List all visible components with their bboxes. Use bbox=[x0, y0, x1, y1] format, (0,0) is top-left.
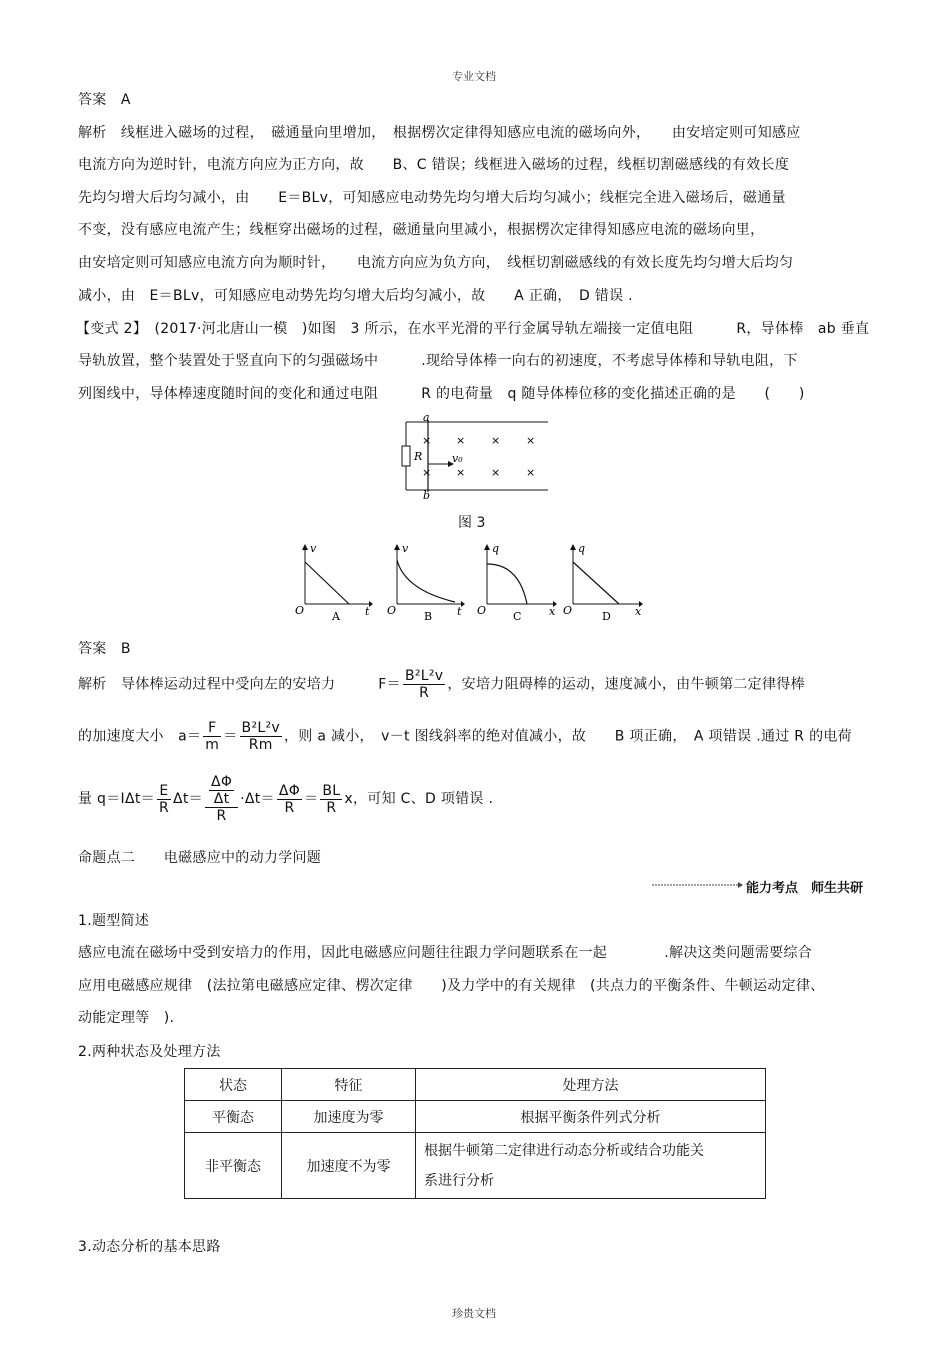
fraction: $\frac{\Delta\Phi}{R}$ bbox=[278, 782, 301, 816]
svg-text:t: t bbox=[365, 605, 370, 618]
answer-2: 答案 B bbox=[78, 641, 131, 657]
analysis-1-line-6: 减小，由 E＝BLv，可知感应电动势先均匀增大后均匀减小，故 A 正确， D 错误 . bbox=[78, 288, 633, 304]
states-table bbox=[184, 1068, 766, 1199]
fraction: $\frac{F}{m}$ bbox=[205, 720, 220, 753]
table-header: 状态 bbox=[185, 1069, 282, 1101]
label-v0: v₀ bbox=[452, 452, 463, 465]
svg-text:x: x bbox=[635, 605, 642, 618]
svg-text:O: O bbox=[387, 604, 397, 617]
banner-arrow-icon bbox=[652, 877, 744, 893]
graph-option-a bbox=[293, 542, 373, 624]
table-header: 特征 bbox=[282, 1069, 416, 1101]
variant-2-line-3: 列图线中，导体棒速度随时间的变化和通过电阻 R 的电荷量 q 随导体棒位移的变化描述正确的是 ( ) bbox=[78, 386, 805, 402]
figure-3-caption: 图 3 bbox=[458, 515, 486, 531]
variant-2-line-2: 导轨放置，整个装置处于竖直向下的匀强磁场中 .现给导体棒一向右的初速度，不考虑导体棒和导轨电阻，下 bbox=[78, 353, 798, 369]
cross-mark: × bbox=[491, 434, 501, 447]
label-a: a bbox=[423, 412, 430, 424]
figure-3-circuit bbox=[396, 412, 556, 500]
fraction: $\frac{E}{R}$ bbox=[158, 782, 169, 816]
svg-text:B: B bbox=[424, 610, 433, 623]
cross-mark: × bbox=[422, 466, 432, 479]
fraction: $\frac{BL}{R}$ bbox=[322, 782, 341, 816]
svg-text:q: q bbox=[492, 542, 500, 555]
subsection-1-title: 1.题型简述 bbox=[78, 913, 150, 929]
subsection-1-line-2: 应用电磁感应规律 (法拉第电磁感应定律、楞次定律 )及力学中的有关规律 (共点力的平衡条件、牛顿运动定律、 bbox=[78, 978, 825, 994]
page-header: 专业文档 bbox=[452, 70, 496, 83]
variant-2-line-1: 【变式 2】 (2017·河北唐山一模 )如图 3 所示，在水平光滑的平行金属导轨左端接一定值电阻 R，导体棒 ab 垂直 bbox=[76, 321, 870, 337]
graph-option-d bbox=[561, 542, 645, 624]
page-footer: 珍贵文档 bbox=[452, 1307, 496, 1320]
table-row: 平衡态 加速度为零 根据平衡条件列式分析 bbox=[185, 1101, 766, 1133]
compound-fraction: $\frac{\frac{\Delta\Phi}{\Delta t}}{R}$ bbox=[205, 774, 238, 824]
section-title: 命题点二 电磁感应中的动力学问题 bbox=[78, 850, 322, 866]
svg-text:C: C bbox=[513, 610, 522, 623]
cross-mark: × bbox=[422, 434, 432, 447]
analysis-2-line-3: 量 q＝IΔt＝ $\frac{E}{R}$ Δt＝ $\frac{\frac{\Delta\Phi}{\Delta t}}{R}$ ·Δt＝ $\frac{\Delta\Phi}{R}$ ＝ $\frac{BL}{R}$ x，可知 C、D 项错误 . bbox=[78, 774, 494, 824]
svg-text:O: O bbox=[477, 604, 487, 617]
graph-option-b bbox=[385, 542, 465, 624]
analysis-1-line-2: 电流方向为逆时针，电流方向应为正方向，故 B、C 错误；线框进入磁场的过程，线框切割磁感线的有效长度 bbox=[78, 157, 790, 173]
svg-text:A: A bbox=[332, 610, 340, 623]
cross-mark: × bbox=[526, 434, 536, 447]
svg-text:D: D bbox=[602, 610, 611, 623]
svg-text:v: v bbox=[310, 542, 317, 555]
subsection-1-line-1: 感应电流在磁场中受到安培力的作用，因此电磁感应问题往往跟力学问题联系在一起 .解决这类问题需要综合 bbox=[78, 945, 813, 961]
cross-mark: × bbox=[456, 466, 466, 479]
analysis-1-line-1: 解析 线框进入磁场的过程， 磁通量向里增加， 根据楞次定律得知感应电流的磁场向外， 由安培定则可知感应 bbox=[78, 125, 801, 141]
analysis-1-line-3: 先均匀增大后均匀减小，由 E＝BLv，可知感应电动势先均匀增大后均匀减小；线框完全进入磁场后，磁通量 bbox=[78, 190, 786, 206]
svg-text:O: O bbox=[295, 604, 305, 617]
svg-text:x: x bbox=[549, 605, 556, 618]
resistor bbox=[402, 446, 410, 466]
banner-label: 能力考点 师生共研 bbox=[746, 881, 864, 896]
subsection-3-title: 3.动态分析的基本思路 bbox=[78, 1239, 221, 1255]
analysis-1-line-5: 由安培定则可知感应电流方向为顺时针， 电流方向应为负方向， 线框切割磁感线的有效长度先均匀增大后均匀 bbox=[78, 255, 794, 271]
graph-option-c bbox=[475, 542, 559, 624]
fraction: $\frac{\text{B²L²v}}{R}$ bbox=[404, 668, 444, 701]
svg-text:t: t bbox=[457, 605, 462, 618]
analysis-2-line-2: 的加速度大小 a＝ $\frac{F}{m}$ ＝ $\frac{\text{B²L²v}}{Rm}$ ，则 a 减小， v－t 图线斜率的绝对值减小，故 B 项正确， A 项错误 .通过 R 的电荷 bbox=[78, 720, 852, 753]
section-banner bbox=[652, 877, 877, 896]
cross-mark: × bbox=[526, 466, 536, 479]
svg-text:v: v bbox=[402, 542, 409, 555]
table-header: 处理方法 bbox=[416, 1069, 766, 1101]
answer-1: 答案 A bbox=[78, 92, 131, 108]
cross-mark: × bbox=[456, 434, 466, 447]
fraction: $\frac{\text{B²L²v}}{Rm}$ bbox=[241, 720, 280, 753]
subsection-1-line-3: 动能定理等 ). bbox=[78, 1010, 175, 1026]
analysis-2-line-1: 解析 导体棒运动过程中受向左的安培力 F＝ $\frac{\text{B²L²v}}{R}$ ，安培力阻碍棒的运动，速度减小，由牛顿第二定律得棒 bbox=[78, 668, 805, 701]
label-R: R bbox=[414, 450, 423, 463]
analysis-1-line-4: 不变，没有感应电流产生；线框穿出磁场的过程，磁通量向里减小，根据楞次定律得知感应电流的磁场向里， bbox=[78, 222, 765, 238]
subsection-2-title: 2.两种状态及处理方法 bbox=[78, 1044, 221, 1060]
cross-mark: × bbox=[491, 466, 501, 479]
label-b: b bbox=[423, 489, 431, 500]
table-row: 非平衡态 加速度不为零 根据牛顿第二定律进行动态分析或结合功能关 系进行分析 bbox=[185, 1133, 766, 1199]
svg-text:q: q bbox=[578, 542, 586, 555]
svg-text:O: O bbox=[563, 604, 573, 617]
